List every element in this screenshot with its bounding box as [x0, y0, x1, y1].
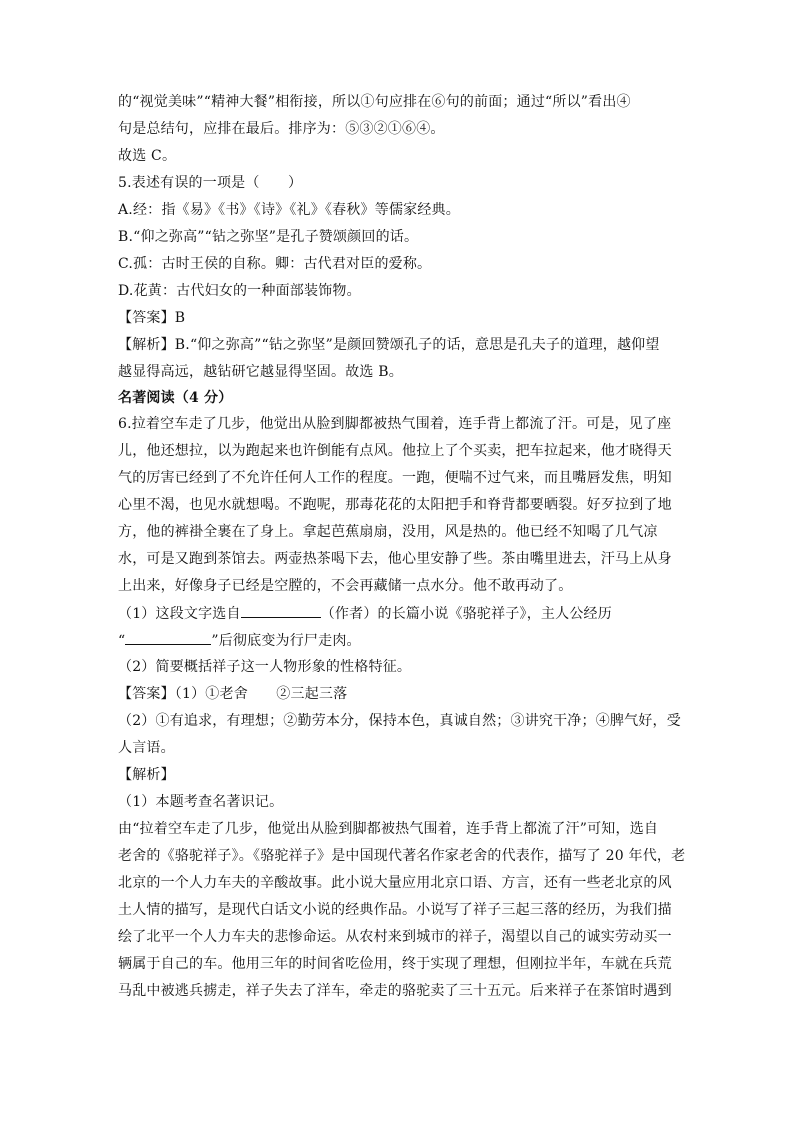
question-5: 5.表述有误的一项是（ ）: [118, 175, 303, 191]
text-line: 气的厉害已经到了不允许任何人工作的程度。一跑，便喘不过气来，而且嘴唇发焦，明知: [118, 470, 672, 486]
text-line: 老舍的《骆驼祥子》。《骆驼祥子》是中国现代著名作家老舍的代表作，描写了 20 年代，老: [118, 848, 686, 864]
option-b: B.“仰之弥高”“钻之弥坚”是孔子赞颂颜回的话。: [118, 229, 419, 245]
text-line: 由“拉着空车走了几步，他觉出从脸到脚都被热气围着，连手背上都流了汗”可知，选自: [118, 821, 659, 837]
text-line: 的“视觉美味”“精神大餐”相衔接，所以①句应排在⑥句的前面；通过“所以”看出④: [118, 94, 631, 110]
text-line: 儿，他还想拉，以为跑起来也许倒能有点风。他拉上了个买卖，把车拉起来，他才晓得天: [118, 443, 672, 459]
quote-open: “: [118, 633, 126, 649]
analysis-5: 【解析】B.“仰之弥高”“钻之弥坚”是颜回赞颂孔子的话，意思是孔夫子的道理，越仰望: [118, 337, 660, 353]
text-line: 故选 C。: [118, 148, 177, 164]
text-line: 人言语。: [118, 740, 175, 756]
text-line: 越显得高远，越钻研它越显得坚固。故选 B。: [118, 364, 403, 380]
option-a: A.经：指《易》《书》《诗》《礼》《春秋》等儒家经典。: [118, 202, 460, 218]
text-line: 心里不渴，也见水就想喝。不跑呢，那毒花花的太阳把手和脊背都要晒裂。好歹拉到了地: [118, 497, 672, 513]
blank-author: [241, 603, 321, 618]
answer-5: 【答案】B: [118, 310, 186, 326]
section-heading: 名著阅读（4 分）: [118, 390, 233, 406]
text-line: 土人情的描写，是现代白话文小说的经典作品。小说写了祥子三起三落的经历，为我们描: [118, 902, 672, 918]
text-line: 水，可是又跑到茶馆去。两壶热茶喝下去，他心里安静了些。茶由嘴里进去，汗马上从身: [118, 551, 672, 567]
sub-question-2: （2）简要概括祥子这一人物形象的性格特征。: [118, 659, 412, 675]
sub-question-1-cont: [118, 630, 361, 651]
sub-question-1-prefix: （1）这段文字选自: [118, 606, 241, 622]
blank-experience: [125, 630, 211, 645]
question-6: 6.拉着空车走了几步，他觉出从脸到脚都被热气围着，连手背上都流了汗。可是，见了座: [118, 416, 672, 432]
sub-question-1-end: ”后彻底变为行尸走肉。: [211, 633, 361, 649]
text-line: 句是总结句，应排在最后。排序为：⑤③②①⑥④。: [118, 121, 445, 137]
text-line: 辆属于自己的车。他用三年的时间省吃俭用，终于实现了理想，但刚拉半年，车就在兵荒: [118, 956, 672, 972]
analysis-heading: 【解析】: [118, 767, 175, 783]
text-line: 北京的一个人力车夫的辛酸故事。此小说大量应用北京口语、方言，还有一些老北京的风: [118, 875, 672, 891]
answer-6: 【答案】（1）①老舍 ②三起三落: [118, 686, 348, 702]
option-d: D.花黄：古代妇女的一种面部装饰物。: [118, 283, 361, 299]
text-line: 方，他的裤褂全裹在了身上。拿起芭蕉扇扇，没用，风是热的。他已经不知喝了几气凉: [118, 524, 658, 540]
sub-question-1: [118, 603, 612, 624]
text-line: 上出来，好像身子已经是空膛的，不会再藏储一点水分。他不敢再动了。: [118, 578, 573, 594]
sub-question-1-suffix: （作者）的长篇小说《骆驼祥子》，主人公经历: [320, 606, 612, 622]
text-line: （1）本题考查名著识记。: [118, 794, 284, 810]
text-line: 马乱中被逃兵掳走，祥子失去了洋车，牵走的骆驼卖了三十五元。后来祥子在茶馆时遇到: [118, 983, 672, 999]
option-c: C.孤：古时王侯的自称。卿：古代君对臣的爱称。: [118, 256, 432, 272]
text-line: 绘了北平一个人力车夫的悲惨命运。从农村来到城市的祥子，渴望以自己的诚实劳动买一: [118, 929, 672, 945]
text-line: （2）①有追求，有理想；②勤劳本分，保持本色，真诚自然；③讲究干净；④脾气好，受: [118, 713, 681, 729]
